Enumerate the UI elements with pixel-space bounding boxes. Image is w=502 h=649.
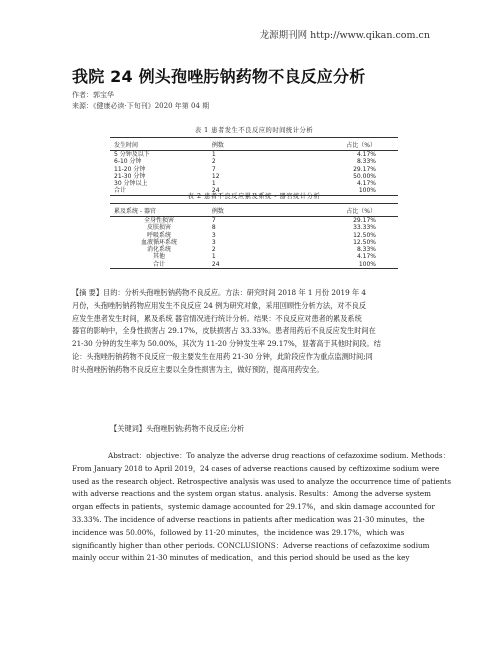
table-cell: 8 (211, 224, 216, 232)
table-cell: 8.33% (356, 246, 376, 254)
table-cell: 血液循环系统 (140, 238, 177, 246)
table-cell: 7 (211, 217, 216, 224)
table-cell: 100% (312, 261, 398, 269)
column-header: 例数 (208, 138, 312, 151)
table-cell: 4.17% (356, 253, 376, 261)
column-header: 累及系统 - 器官 (110, 204, 208, 217)
table-1-body (110, 151, 398, 196)
table-cell: 100% (312, 187, 398, 195)
table-1-caption: 表 1 患者发生不良反应的时间统计分析 (194, 127, 314, 134)
table-cell: 6-10 分钟 (114, 158, 142, 166)
table-row (110, 173, 398, 180)
text-line: 论：头孢唑肟钠药物不良反应一般主要发生在用药 21-30 分钟，此阶段应作为重点监测时间;同 (72, 351, 373, 361)
source-line: 来源：《健康必读·下旬刊》2020 年第 04 期 (72, 102, 210, 110)
column-header: 发生时间 (110, 138, 208, 151)
table-cell: 33.33% (353, 224, 376, 232)
table-cell: 3 (211, 238, 216, 246)
column-header: 占比（%） (312, 204, 398, 217)
table-row (110, 151, 398, 159)
text-line: 【摘 要】目的：分析头孢唑肟钠药物不良反应。方法：研究时间 2018 年 1 月份 2019 年 4 (72, 288, 367, 297)
table-cell: 5 分钟及以下 (114, 151, 150, 158)
table-row (110, 224, 398, 231)
text-line: 33.33%. The incidence of adverse reactions in patients after medication was 21-30 minutes，the (72, 514, 425, 524)
text-line: mainly occur within 21-30 minutes of medication，and this period should be used as the key (72, 553, 410, 563)
table-cell: 消化系统 (146, 246, 171, 254)
table-row (110, 253, 398, 260)
table-cell: 4.17% (356, 151, 376, 158)
text-line: organ effects in patients，systemic damage accounted for 29.17%，and skin damage accounted for (72, 502, 435, 512)
column-header: 占比（%） (312, 138, 398, 151)
text-line: 器官的影响中，全身性损害占 29.17%，皮肤损害占 33.33%。患者用药后不良反应发生时间在 (72, 326, 376, 336)
text-line: with adverse reactions and the system organ status. analysis. Results：Among the adverse system (72, 489, 431, 499)
table-cell: 1 (211, 151, 216, 158)
author-line: 作者：郭宝华 (72, 91, 114, 99)
table-cell: 12 (211, 172, 220, 180)
table-cell: 合计 (110, 261, 208, 269)
table-cell: 其他 (152, 253, 165, 261)
text-line: Abstract：objective：To analyze the adverse drug reactions of cefazoxime sodium. Methods： (108, 451, 450, 460)
column-header: 例数 (208, 204, 312, 217)
table-cell: 50.00% (353, 172, 376, 180)
table-cell: 1 (211, 253, 216, 261)
table-row (110, 232, 398, 239)
article-title: 我院 24 例头孢唑肟钠药物不良反应分析 (72, 67, 366, 86)
table-cell: 21-30 分钟 (114, 172, 146, 180)
keywords-chinese: 【关键词】头孢唑肟钠;药物不良反应;分析 (110, 424, 245, 433)
table-cell: 呼吸系统 (146, 231, 171, 239)
table-cell: 1 (211, 180, 216, 188)
text-line: 时头孢唑肟钠药物不良反应主要以全身性损害为主，做好预防，提高用药安全。 (72, 364, 324, 374)
text-line: incidence was 50.00%，followed by 11-20 minutes，the incidence was 29.17%，which was (72, 527, 405, 537)
abstract-chinese (72, 287, 432, 377)
table-2-header-row (110, 204, 398, 217)
table-row (110, 158, 398, 165)
table-cell: 29.17% (353, 165, 376, 173)
text-line: 应发生患者发生时间，累及系统 器官情况进行统计分析。结果：不良反应对患者的累及系统 (72, 313, 362, 323)
table-cell: 皮肤损害 (146, 224, 171, 232)
text-line: significantly higher than other periods. CONCLUSIONS：Adverse reactions of cefazoxime sodium (72, 540, 430, 550)
text-line: used as the research object. Retrospective analysis was used to analyze the occurrence time of patients (72, 476, 452, 486)
abstract-english (72, 450, 452, 565)
table-cell: 2 (211, 158, 216, 166)
table-cell: 3 (211, 231, 216, 239)
table-cell: 合计 (110, 187, 208, 195)
table-row (110, 166, 398, 173)
table-cell: 全身性损害 (143, 217, 174, 224)
text-line: 21-30 分钟的发生率为 50.00%，其次为 11-20 分钟发生率 29.17%，显著高于其他时间段。结 (72, 339, 381, 349)
table-2 (110, 191, 398, 269)
table-2-caption: 表 2 患者不良反应累及系统 - 器官统计分析 (187, 193, 321, 200)
table-cell: 4.17% (356, 180, 376, 188)
table-cell: 8.33% (356, 158, 376, 166)
text-line: From January 2018 to April 2019，24 cases of adverse reactions caused by ceftizoxime sodium were (72, 463, 440, 473)
table-1-header-row (110, 138, 398, 151)
table-cell: 7 (211, 165, 216, 173)
table-2-body (110, 217, 398, 269)
table-cell: 2 (211, 246, 216, 254)
table-cell: 29.17% (353, 217, 376, 224)
table-row (110, 261, 398, 269)
table-1 (110, 125, 398, 196)
text-line: 月份，头孢唑肟钠药物应用发生不良反应 24 例为研究对象，采用回顾性分析方法，对不良反 (72, 300, 367, 310)
site-header: 龙源期刊网 http://www.qikan.com.cn (259, 30, 430, 41)
table-cell: 11-20 分钟 (114, 165, 146, 173)
table-row (110, 180, 398, 187)
table-cell: 30 分钟以上 (114, 180, 148, 188)
table-cell: 12.50% (353, 238, 376, 246)
table-cell: 24 (208, 187, 312, 195)
table-cell: 12.50% (353, 231, 376, 239)
table-cell: 24 (208, 261, 312, 269)
